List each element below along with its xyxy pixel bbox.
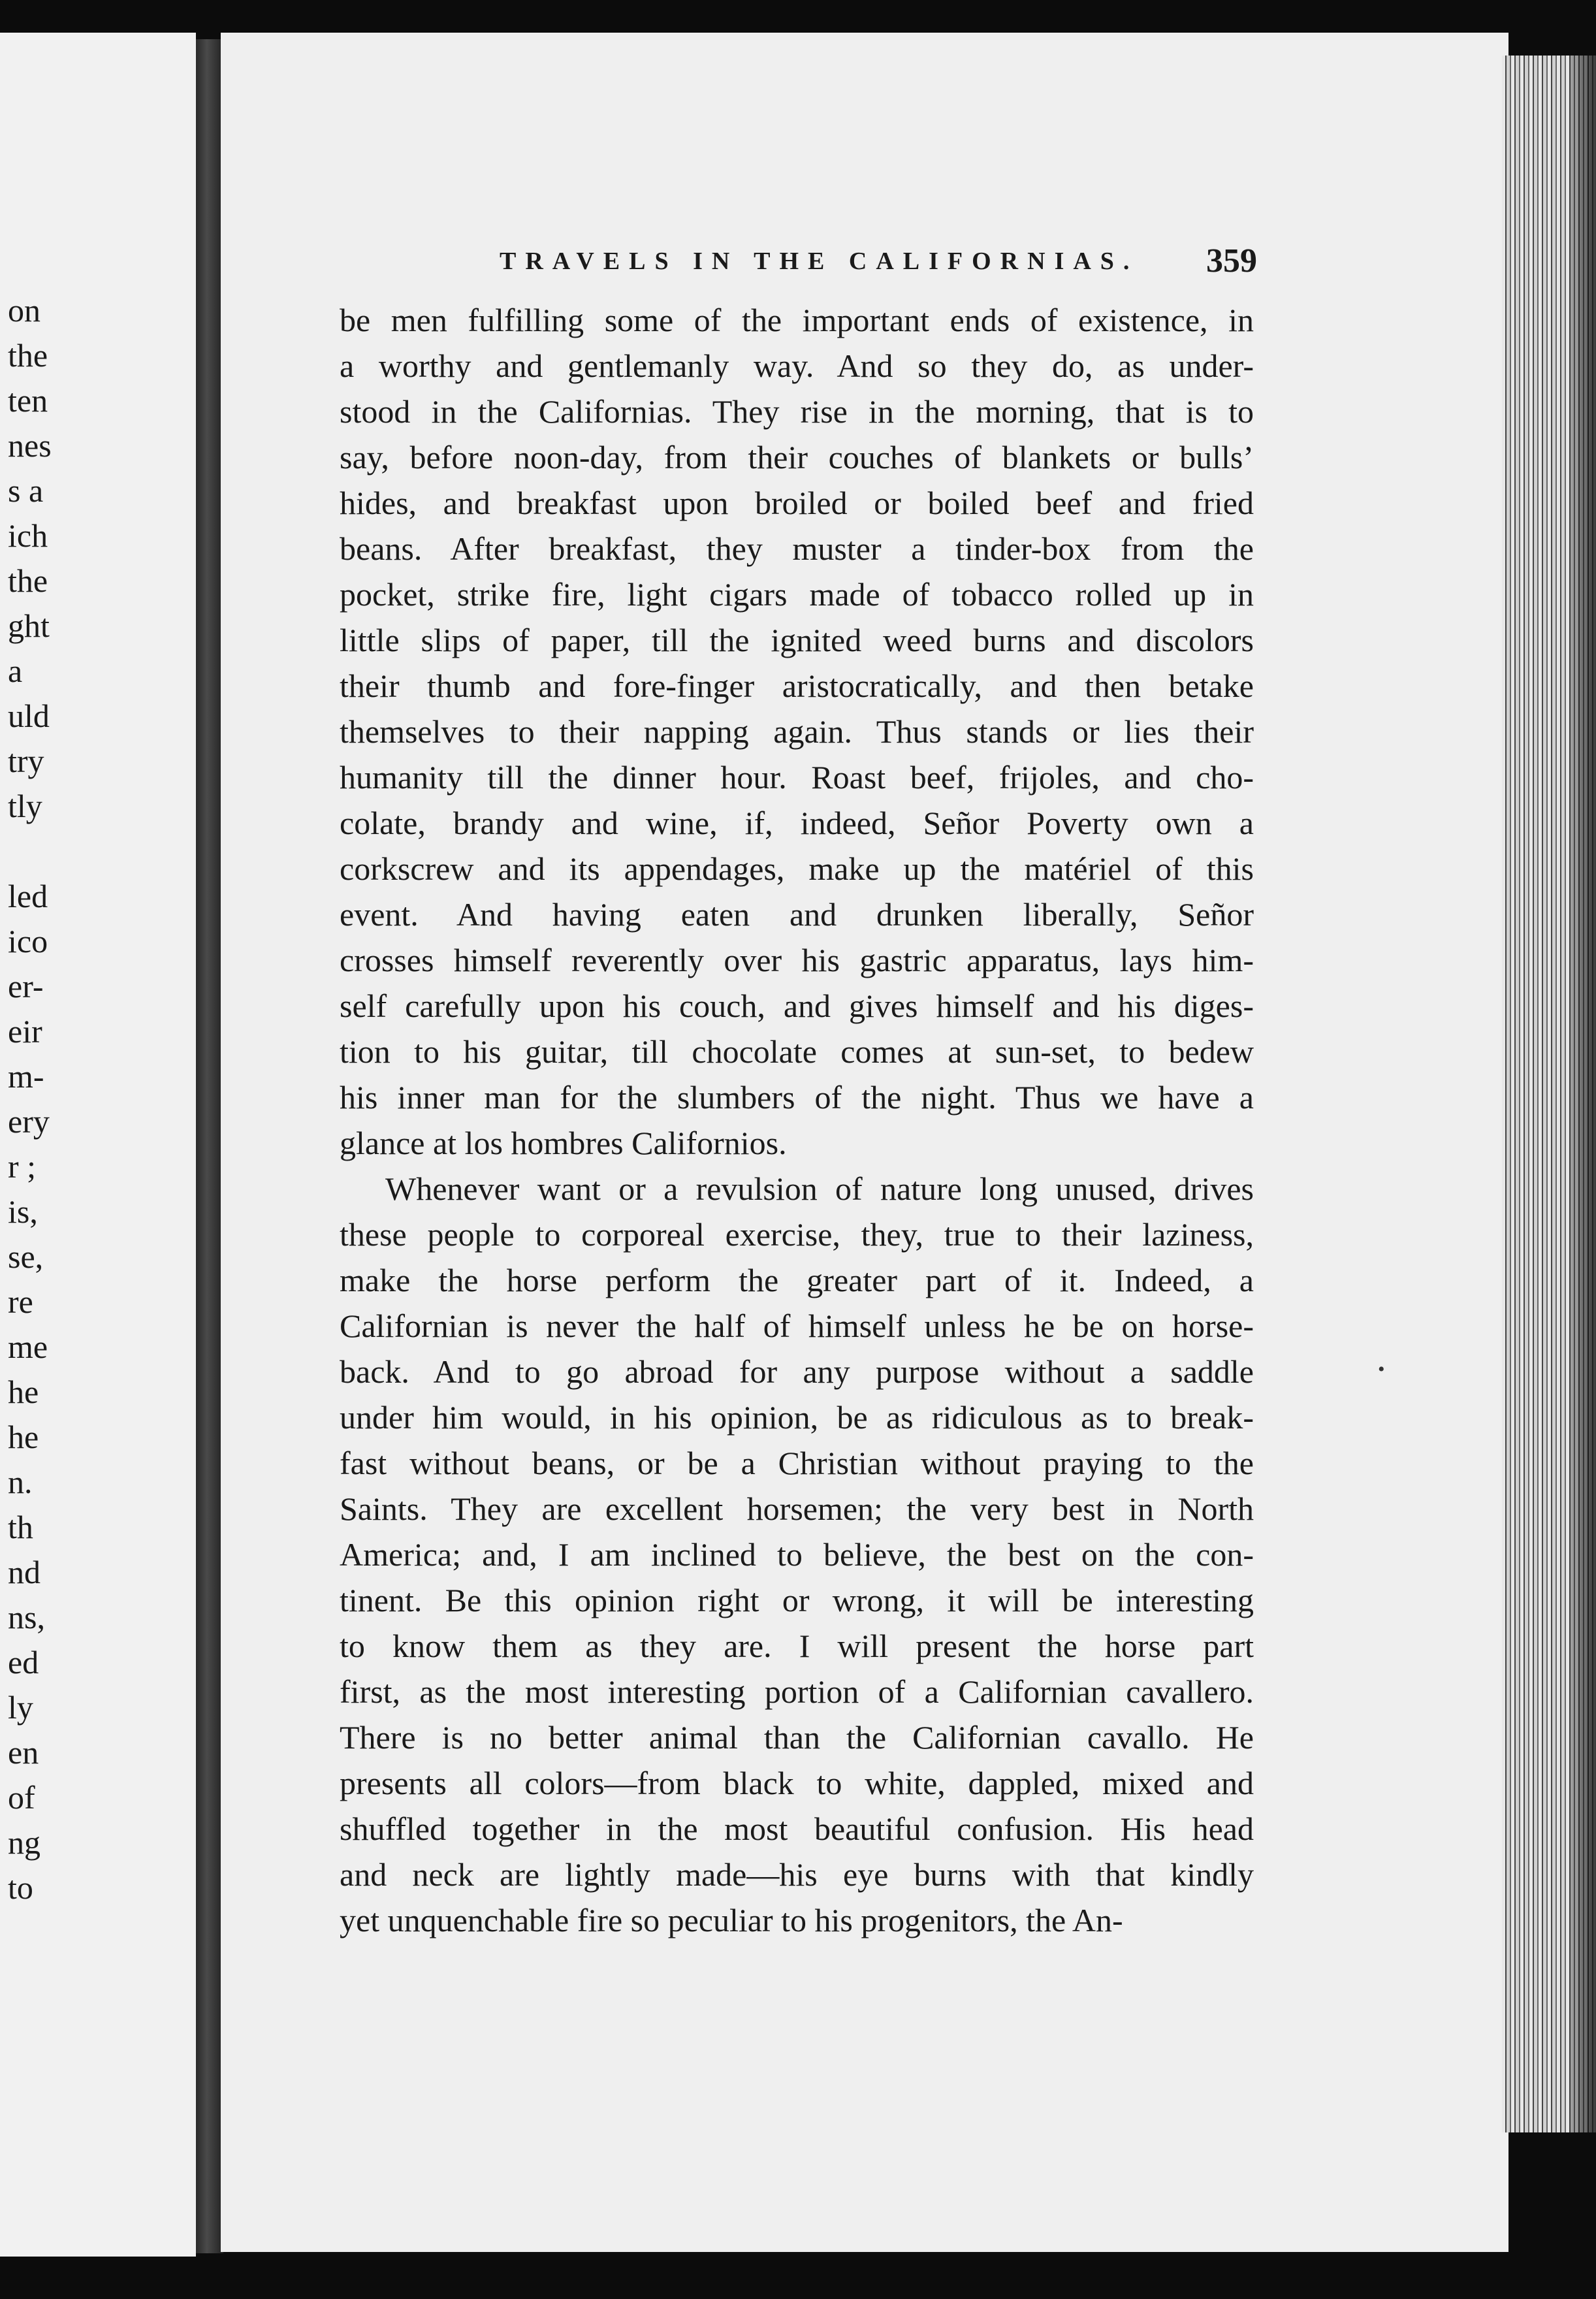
text-line: back. And to go abroad for any purpose without a saddle bbox=[340, 1353, 1254, 1390]
text-line: his inner man for the slumbers of the night. Thus we have a bbox=[340, 1079, 1254, 1116]
left-page-fragment: eir bbox=[8, 1013, 42, 1050]
left-page-fragment: nd bbox=[8, 1554, 40, 1590]
left-page-fragment: ght bbox=[8, 607, 50, 644]
text-line: under him would, in his opinion, be as ridiculous as to break- bbox=[340, 1399, 1254, 1436]
left-page-fragment: en bbox=[8, 1734, 39, 1771]
text-line: America; and, I am inclined to believe, the best on the con- bbox=[340, 1536, 1254, 1573]
running-head bbox=[500, 242, 1270, 287]
text-line: There is no better animal than the Californian cavallo. He bbox=[340, 1719, 1254, 1756]
left-page-fragment: s a bbox=[8, 472, 44, 509]
text-line: presents all colors—from black to white, dappled, mixed and bbox=[340, 1765, 1254, 1801]
left-page-fragment: try bbox=[8, 743, 44, 779]
left-page-fragment: on bbox=[8, 292, 40, 329]
left-page-fragment: led bbox=[8, 878, 48, 914]
stray-mark: • bbox=[1378, 1358, 1385, 1380]
left-page-fragment: ng bbox=[8, 1824, 40, 1861]
page-edges bbox=[1502, 56, 1596, 2132]
left-page-fragment: m- bbox=[8, 1058, 44, 1095]
text-line: hides, and breakfast upon broiled or boiled beef and fried bbox=[340, 485, 1254, 521]
left-page-fragment: is, bbox=[8, 1193, 38, 1230]
left-page-fragment: the bbox=[8, 562, 48, 599]
text-line: colate, brandy and wine, if, indeed, Señor Poverty own a bbox=[340, 805, 1254, 841]
text-line: Saints. They are excellent horsemen; the very best in North bbox=[340, 1490, 1254, 1527]
text-line: these people to corporeal exercise, they, true to their laziness, bbox=[340, 1216, 1254, 1253]
text-line: corkscrew and its appendages, make up the matériel of this bbox=[340, 850, 1254, 887]
left-page-fragment: tly bbox=[8, 788, 42, 824]
left-page-fragment: er- bbox=[8, 968, 44, 1005]
text-line: Californian is never the half of himself unless he be on horse- bbox=[340, 1308, 1254, 1344]
left-page-fragment: ten bbox=[8, 382, 48, 419]
left-page-fragment: a bbox=[8, 652, 23, 689]
text-line: glance at los hombres Californios. bbox=[340, 1125, 787, 1161]
text-line: make the horse perform the greater part of it. Indeed, a bbox=[340, 1262, 1254, 1298]
text-line: self carefully upon his couch, and gives himself and his diges- bbox=[340, 988, 1254, 1024]
text-line: humanity till the dinner hour. Roast beef, frijoles, and cho- bbox=[340, 759, 1254, 796]
left-page-fragment: he bbox=[8, 1419, 39, 1455]
text-line: be men fulfilling some of the important ends of existence, in bbox=[340, 302, 1254, 338]
left-page-fragment: to bbox=[8, 1869, 33, 1906]
text-line: little slips of paper, till the ignited weed burns and discolors bbox=[340, 622, 1254, 658]
text-line: and neck are lightly made—his eye burns with that kindly bbox=[340, 1856, 1254, 1893]
text-line: a worthy and gentlemanly way. And so they do, as under- bbox=[340, 347, 1254, 384]
text-line: stood in the Californias. They rise in the morning, that is to bbox=[340, 393, 1254, 430]
text-line: tion to his guitar, till chocolate comes at sun-set, to bedew bbox=[340, 1033, 1254, 1070]
left-page-fragment: r ; bbox=[8, 1148, 37, 1185]
text-line: yet unquenchable fire so peculiar to his progenitors, the An- bbox=[340, 1902, 1123, 1938]
left-page-fragment: ery bbox=[8, 1103, 50, 1140]
text-line: first, as the most interesting portion of a Californian cavallero. bbox=[340, 1673, 1254, 1710]
text-line: beans. After breakfast, they muster a tinder-box from the bbox=[340, 530, 1254, 567]
text-line: pocket, strike fire, light cigars made of tobacco rolled up in bbox=[340, 576, 1254, 613]
left-page-fragment: se, bbox=[8, 1238, 44, 1275]
left-page bbox=[0, 33, 196, 2257]
left-page-fragment: the bbox=[8, 337, 48, 374]
text-line: say, before noon-day, from their couches of blankets or bulls’ bbox=[340, 439, 1254, 475]
page-number: 359 bbox=[1206, 242, 1257, 280]
left-page-fragment: n. bbox=[8, 1464, 33, 1500]
text-line: Whenever want or a revulsion of nature long unused, drives bbox=[385, 1170, 1254, 1207]
left-page-fragment: re bbox=[8, 1283, 33, 1320]
text-line: event. And having eaten and drunken liberally, Señor bbox=[340, 896, 1254, 933]
text-line: to know them as they are. I will present the horse part bbox=[340, 1628, 1254, 1664]
left-page-fragment: nes bbox=[8, 427, 52, 464]
running-title: TRAVELS IN THE CALIFORNIAS. bbox=[500, 248, 1139, 275]
left-page-fragment: he bbox=[8, 1374, 39, 1410]
left-page-fragment: of bbox=[8, 1779, 35, 1816]
text-line: their thumb and fore-finger aristocratically, and then betake bbox=[340, 667, 1254, 704]
left-page-fragment: ns, bbox=[8, 1599, 45, 1635]
book-spine bbox=[196, 39, 223, 2253]
left-page-fragment: ly bbox=[8, 1689, 33, 1726]
left-page-fragment: th bbox=[8, 1509, 33, 1545]
left-page-fragment: ed bbox=[8, 1644, 39, 1680]
text-line: fast without beans, or be a Christian without praying to the bbox=[340, 1445, 1254, 1481]
left-page-fragment: me bbox=[8, 1328, 48, 1365]
text-line: crosses himself reverently over his gastric apparatus, lays him- bbox=[340, 942, 1254, 978]
left-page-fragment: ico bbox=[8, 923, 48, 959]
text-line: shuffled together in the most beautiful confusion. His head bbox=[340, 1810, 1254, 1847]
left-page-fragment: uld bbox=[8, 698, 50, 734]
left-page-fragment: ich bbox=[8, 517, 48, 554]
text-line: tinent. Be this opinion right or wrong, it will be interesting bbox=[340, 1582, 1254, 1618]
text-line: themselves to their napping again. Thus stands or lies their bbox=[340, 713, 1254, 750]
body-text bbox=[340, 297, 1254, 1943]
